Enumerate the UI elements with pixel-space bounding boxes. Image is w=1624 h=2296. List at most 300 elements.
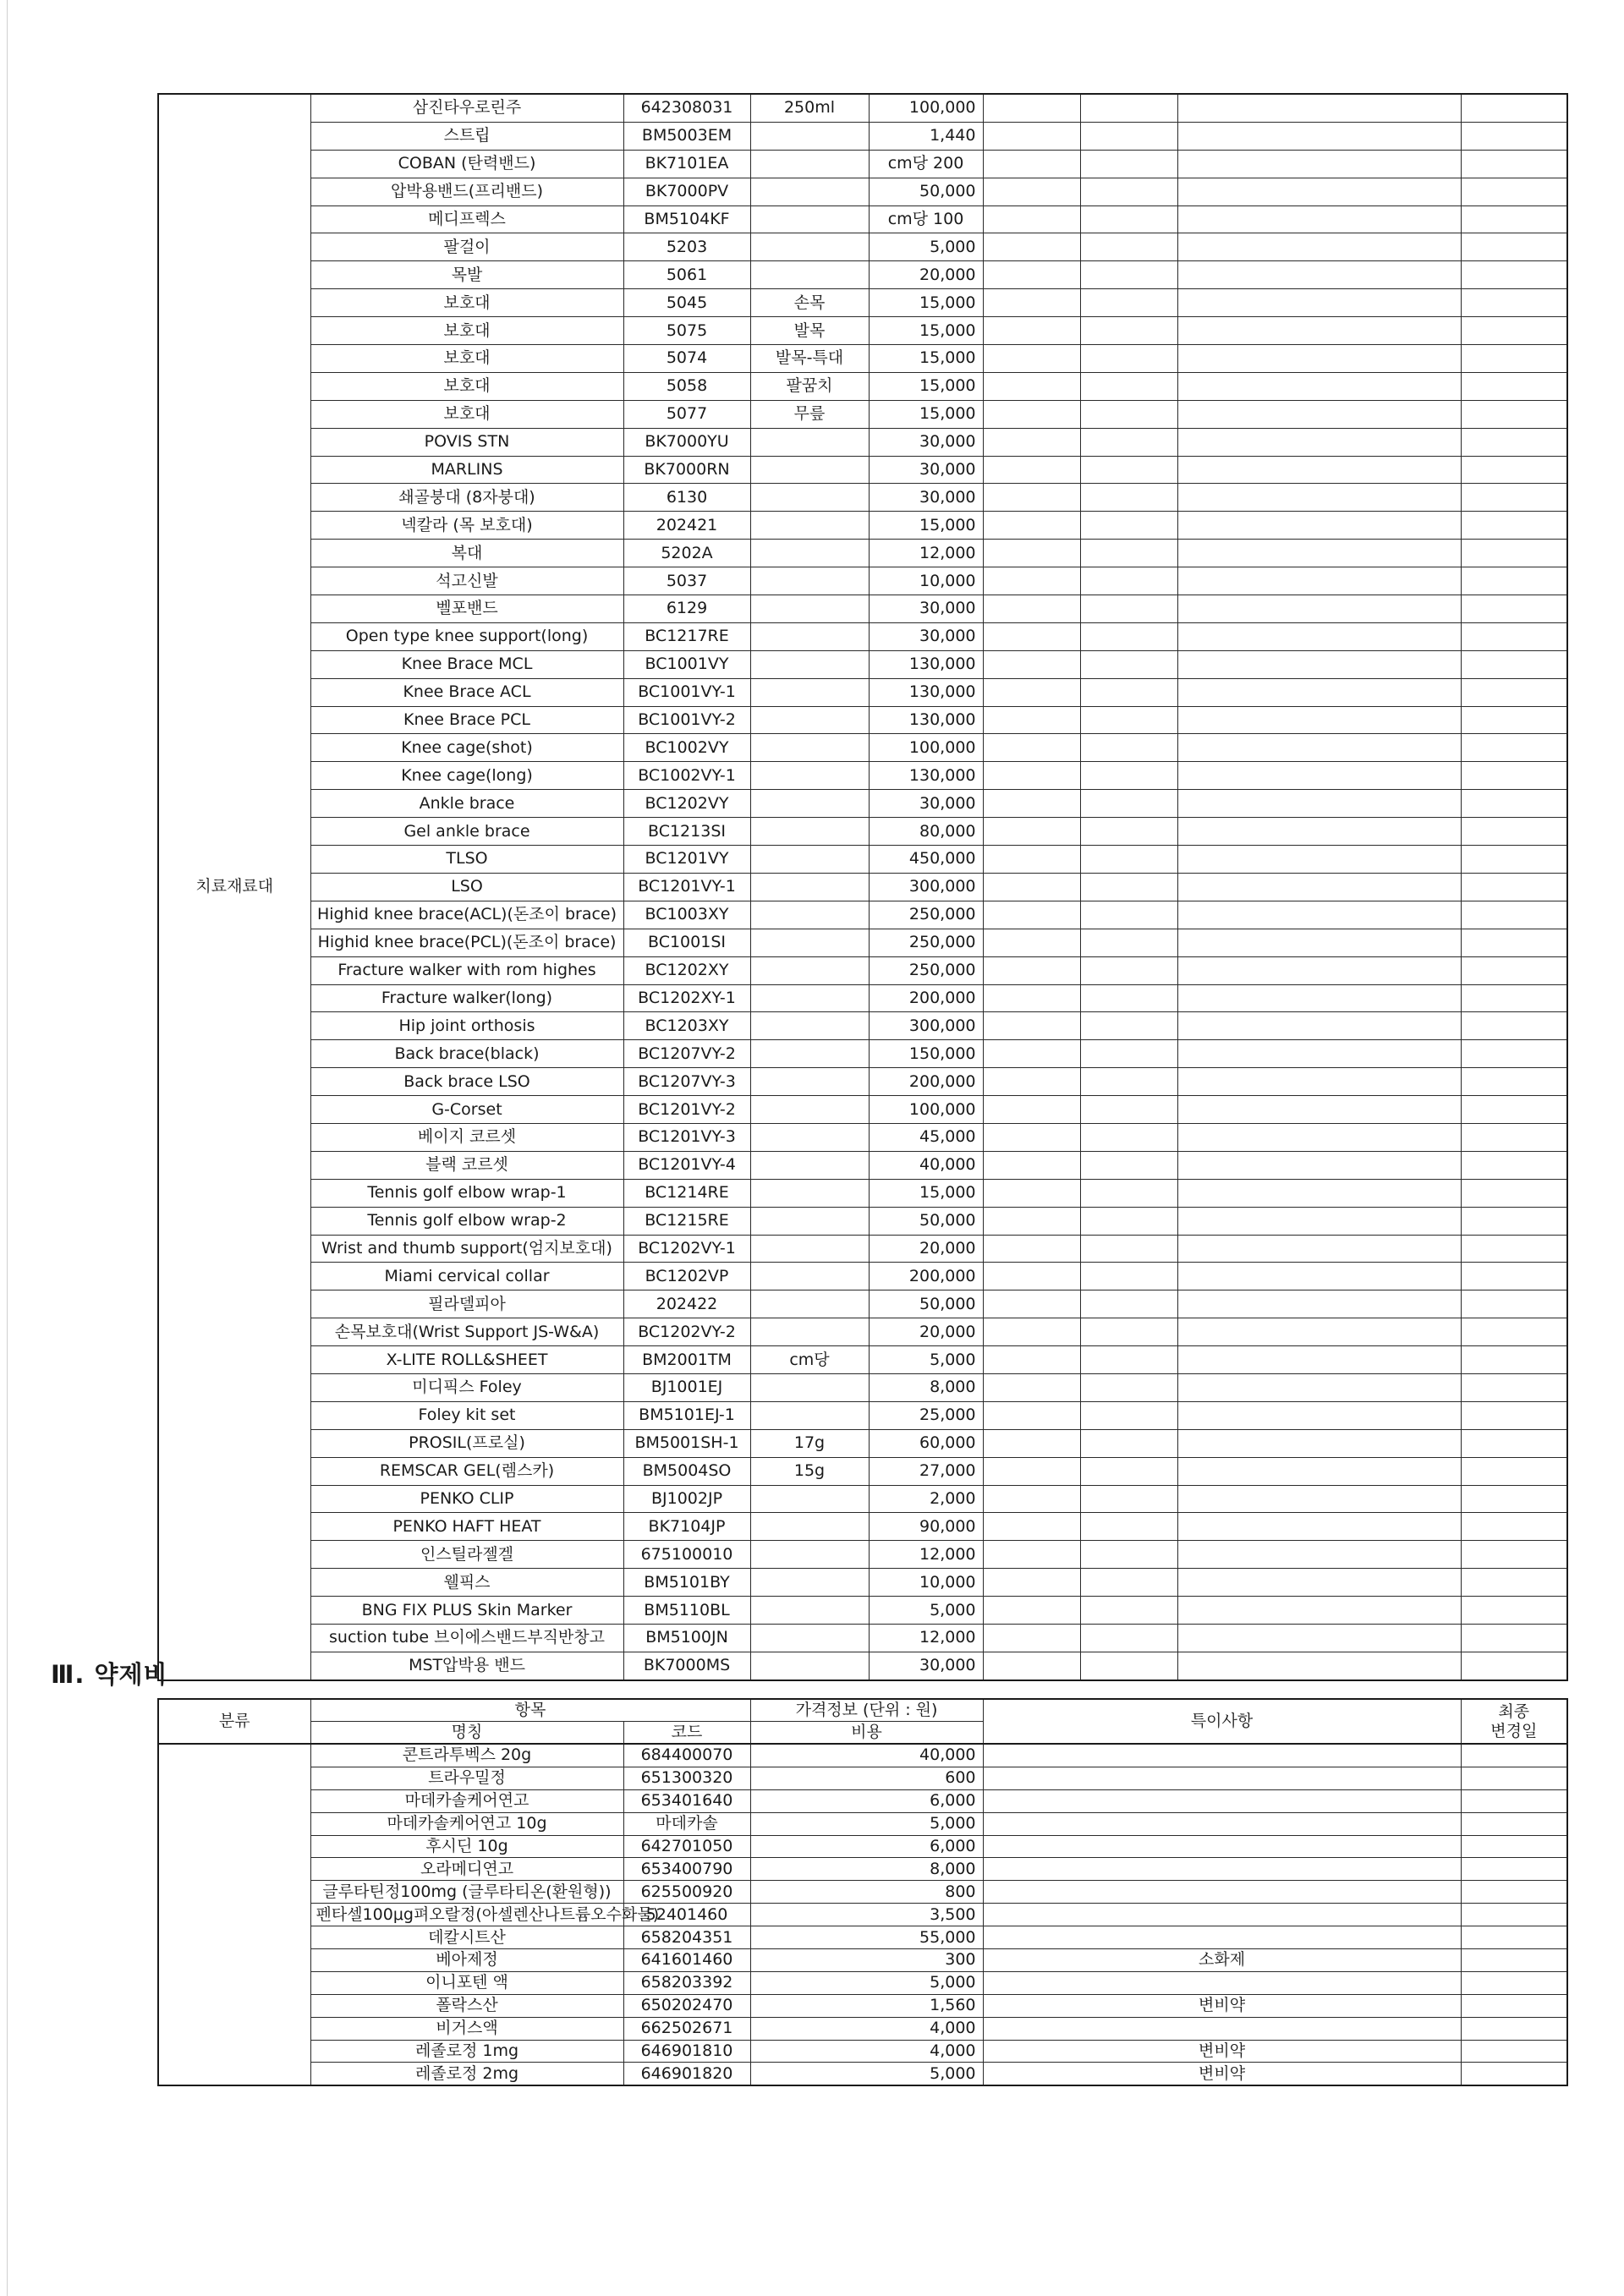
item-code: BC1201VY-3	[623, 1123, 750, 1151]
item-code: BC1217RE	[623, 622, 750, 650]
empty-cell	[1080, 818, 1177, 846]
section-heading: Ⅲ. 약제비	[51, 1660, 168, 1689]
empty-cell	[983, 1541, 1080, 1569]
empty-cell	[1461, 1949, 1567, 1972]
empty-cell	[1080, 261, 1177, 289]
drug-code: 653400790	[623, 1858, 750, 1881]
item-unit	[750, 1597, 869, 1625]
table-row	[158, 1318, 1567, 1346]
empty-cell	[1461, 1401, 1567, 1429]
empty-cell	[1461, 372, 1567, 400]
empty-cell	[1461, 1318, 1567, 1346]
item-code: BK7104JP	[623, 1513, 750, 1541]
empty-cell	[1461, 762, 1567, 790]
drug-cost: 5,000	[750, 1812, 983, 1835]
item-price: 2,000	[869, 1485, 983, 1513]
empty-cell	[983, 622, 1080, 650]
table-row	[158, 289, 1567, 317]
empty-cell	[1080, 790, 1177, 818]
drug-name: 트라우밀정	[310, 1767, 623, 1789]
table-row	[158, 1179, 1567, 1207]
table-row	[158, 650, 1567, 678]
item-name: MST압박용 밴드	[310, 1652, 623, 1680]
table-row	[158, 1652, 1567, 1680]
item-name: 메디프렉스	[310, 205, 623, 233]
item-price: 10,000	[869, 1569, 983, 1597]
item-price: 30,000	[869, 622, 983, 650]
item-code: BC1002VY-1	[623, 762, 750, 790]
item-code: BC1214RE	[623, 1179, 750, 1207]
empty-cell	[1461, 846, 1567, 874]
drug-cost: 6,000	[750, 1835, 983, 1858]
empty-cell	[1080, 1318, 1177, 1346]
item-name: COBAN (탄력밴드)	[310, 150, 623, 178]
drug-name: 오라메디연고	[310, 1858, 623, 1881]
table-row	[158, 873, 1567, 901]
item-price: 40,000	[869, 1151, 983, 1179]
empty-cell	[1177, 345, 1461, 373]
empty-cell	[1080, 846, 1177, 874]
table-row	[158, 1373, 1567, 1401]
empty-cell	[983, 1290, 1080, 1318]
empty-cell	[1461, 512, 1567, 540]
item-code: BC1202VY-1	[623, 1235, 750, 1263]
table-row	[158, 734, 1567, 762]
empty-cell	[1177, 1513, 1461, 1541]
item-code: BK7000MS	[623, 1652, 750, 1680]
item-price: 250,000	[869, 901, 983, 929]
item-name: 베이지 코르셋	[310, 1123, 623, 1151]
drug-note	[983, 1767, 1461, 1789]
empty-cell	[1177, 818, 1461, 846]
item-code: BJ1001EJ	[623, 1373, 750, 1401]
empty-cell	[983, 873, 1080, 901]
item-price: 300,000	[869, 873, 983, 901]
item-name: 보호대	[310, 345, 623, 373]
category-cell	[158, 1744, 310, 2085]
empty-cell	[983, 540, 1080, 567]
empty-cell	[1461, 1597, 1567, 1625]
item-name: Fracture walker with rom highes	[310, 956, 623, 984]
item-code: BC1001SI	[623, 929, 750, 956]
table-row	[158, 595, 1567, 623]
item-price: 250,000	[869, 956, 983, 984]
item-code: BM5001SH-1	[623, 1429, 750, 1457]
item-code: BC1201VY-1	[623, 873, 750, 901]
item-name: G-Corset	[310, 1096, 623, 1124]
empty-cell	[983, 1373, 1080, 1401]
empty-cell	[983, 1401, 1080, 1429]
empty-cell	[1461, 484, 1567, 512]
table-row	[158, 484, 1567, 512]
empty-cell	[983, 1263, 1080, 1290]
drug-code: 662502671	[623, 2017, 750, 2040]
item-code: BC1002VY	[623, 734, 750, 762]
item-unit	[750, 1123, 869, 1151]
empty-cell	[1461, 678, 1567, 706]
table-row	[158, 400, 1567, 428]
drug-name: 비거스액	[310, 2017, 623, 2040]
empty-cell	[1177, 1541, 1461, 1569]
empty-cell	[1080, 1151, 1177, 1179]
item-price: 15,000	[869, 317, 983, 345]
empty-cell	[1080, 650, 1177, 678]
item-name: 팔걸이	[310, 233, 623, 261]
empty-cell	[1461, 1207, 1567, 1235]
item-unit	[750, 1263, 869, 1290]
empty-cell	[1177, 929, 1461, 956]
empty-cell	[983, 456, 1080, 484]
table-row	[158, 1994, 1567, 2017]
drug-cost: 5,000	[750, 1971, 983, 1994]
empty-cell	[1461, 345, 1567, 373]
item-name: Tennis golf elbow wrap-1	[310, 1179, 623, 1207]
table-row	[158, 1926, 1567, 1949]
table-row	[158, 1835, 1567, 1858]
table-row	[158, 372, 1567, 400]
drug-code: 625500920	[623, 1881, 750, 1904]
drug-note	[983, 1744, 1461, 1767]
item-unit: 250ml	[750, 94, 869, 122]
item-name: PENKO HAFT HEAT	[310, 1513, 623, 1541]
item-name: 삼진타우로린주	[310, 94, 623, 122]
item-name: Knee Brace MCL	[310, 650, 623, 678]
table-row	[158, 678, 1567, 706]
empty-cell	[983, 317, 1080, 345]
empty-cell	[1177, 873, 1461, 901]
item-unit	[750, 790, 869, 818]
item-name: 필라델피아	[310, 1290, 623, 1318]
empty-cell	[983, 150, 1080, 178]
empty-cell	[1080, 622, 1177, 650]
empty-cell	[1177, 622, 1461, 650]
item-price: 300,000	[869, 1012, 983, 1040]
empty-cell	[1177, 1235, 1461, 1263]
item-price: 30,000	[869, 428, 983, 456]
empty-cell	[983, 1151, 1080, 1179]
item-code: BC1207VY-2	[623, 1040, 750, 1068]
item-price: 10,000	[869, 567, 983, 595]
empty-cell	[1080, 205, 1177, 233]
item-code: BM5104KF	[623, 205, 750, 233]
table-row	[158, 2017, 1567, 2040]
table-row	[158, 956, 1567, 984]
table-row	[158, 1290, 1567, 1318]
empty-cell	[1080, 1123, 1177, 1151]
empty-cell	[1461, 1123, 1567, 1151]
item-name: Knee Brace ACL	[310, 678, 623, 706]
empty-cell	[983, 400, 1080, 428]
empty-cell	[1461, 1541, 1567, 1569]
empty-cell	[1080, 400, 1177, 428]
empty-cell	[1461, 1624, 1567, 1652]
table-row	[158, 1881, 1567, 1904]
empty-cell	[983, 94, 1080, 122]
empty-cell	[983, 205, 1080, 233]
item-name: PENKO CLIP	[310, 1485, 623, 1513]
empty-cell	[1177, 678, 1461, 706]
item-name: 블랙 코르셋	[310, 1151, 623, 1179]
empty-cell	[1177, 1373, 1461, 1401]
drug-name: 마데카솔케어연고	[310, 1789, 623, 1812]
empty-cell	[983, 1597, 1080, 1625]
drug-code: 641601460	[623, 1949, 750, 1972]
item-unit	[750, 1569, 869, 1597]
table-row	[158, 762, 1567, 790]
item-code: BC1201VY-4	[623, 1151, 750, 1179]
empty-cell	[1080, 345, 1177, 373]
empty-cell	[1461, 956, 1567, 984]
empty-cell	[983, 233, 1080, 261]
item-price: 15,000	[869, 289, 983, 317]
item-price: 30,000	[869, 456, 983, 484]
empty-cell	[1177, 706, 1461, 734]
drug-note: 변비약	[983, 2040, 1461, 2063]
empty-cell	[1461, 1373, 1567, 1401]
empty-cell	[1461, 1068, 1567, 1096]
page-edge-line	[7, 0, 8, 2296]
item-unit	[750, 1373, 869, 1401]
item-price: 200,000	[869, 1263, 983, 1290]
empty-cell	[983, 428, 1080, 456]
drug-cost: 600	[750, 1767, 983, 1789]
drug-name: 폴락스산	[310, 1994, 623, 2017]
empty-cell	[1177, 150, 1461, 178]
empty-cell	[1461, 400, 1567, 428]
item-unit	[750, 567, 869, 595]
item-name: 보호대	[310, 317, 623, 345]
drug-code: 650202470	[623, 1994, 750, 2017]
empty-cell	[1177, 1123, 1461, 1151]
empty-cell	[1080, 873, 1177, 901]
supplies-table	[157, 93, 1568, 1681]
drug-cost: 55,000	[750, 1926, 983, 1949]
item-price: 12,000	[869, 1624, 983, 1652]
drug-code: 658203392	[623, 1971, 750, 1994]
item-price: 15,000	[869, 1179, 983, 1207]
item-name: Back brace LSO	[310, 1068, 623, 1096]
drug-code: 653401640	[623, 1789, 750, 1812]
empty-cell	[983, 1012, 1080, 1040]
item-name: Open type knee support(long)	[310, 622, 623, 650]
item-name: Knee cage(long)	[310, 762, 623, 790]
item-price: 130,000	[869, 706, 983, 734]
item-price: 27,000	[869, 1457, 983, 1485]
item-price: 130,000	[869, 762, 983, 790]
empty-cell	[1080, 1207, 1177, 1235]
table-row	[158, 512, 1567, 540]
item-code: BK7000PV	[623, 178, 750, 205]
drug-code: 646901820	[623, 2063, 750, 2085]
empty-cell	[1177, 1068, 1461, 1096]
empty-cell	[1080, 289, 1177, 317]
empty-cell	[1461, 984, 1567, 1012]
item-price: 130,000	[869, 678, 983, 706]
table-row	[158, 790, 1567, 818]
item-price: 20,000	[869, 1318, 983, 1346]
header-last-changed-line2: 변경일	[1490, 1721, 1538, 1740]
item-unit	[750, 1012, 869, 1040]
empty-cell	[1080, 1040, 1177, 1068]
item-unit	[750, 1624, 869, 1652]
empty-cell	[1080, 1401, 1177, 1429]
drug-cost: 1,560	[750, 1994, 983, 2017]
empty-cell	[983, 818, 1080, 846]
empty-cell	[1177, 484, 1461, 512]
item-unit	[750, 1235, 869, 1263]
empty-cell	[1080, 901, 1177, 929]
empty-cell	[1461, 1652, 1567, 1680]
empty-cell	[1461, 901, 1567, 929]
empty-cell	[1177, 540, 1461, 567]
empty-cell	[1080, 1624, 1177, 1652]
table-row	[158, 818, 1567, 846]
item-unit	[750, 205, 869, 233]
table-row	[158, 929, 1567, 956]
item-code: BM5100JN	[623, 1624, 750, 1652]
item-code: 5075	[623, 317, 750, 345]
empty-cell	[1080, 1012, 1177, 1040]
item-price: 15,000	[869, 400, 983, 428]
empty-cell	[1461, 1812, 1567, 1835]
item-code: BJ1002JP	[623, 1485, 750, 1513]
table-row	[158, 1904, 1567, 1926]
empty-cell	[983, 1569, 1080, 1597]
item-unit	[750, 1318, 869, 1346]
empty-cell	[1177, 1151, 1461, 1179]
drug-note	[983, 1926, 1461, 1949]
drug-cost: 5,000	[750, 2063, 983, 2085]
empty-cell	[983, 790, 1080, 818]
item-code: BK7000YU	[623, 428, 750, 456]
item-name: Back brace(black)	[310, 1040, 623, 1068]
item-code: 5203	[623, 233, 750, 261]
item-unit	[750, 1513, 869, 1541]
drug-cost: 300	[750, 1949, 983, 1972]
item-unit	[750, 622, 869, 650]
item-code: 5058	[623, 372, 750, 400]
empty-cell	[983, 512, 1080, 540]
empty-cell	[983, 178, 1080, 205]
table-row	[158, 1401, 1567, 1429]
item-unit	[750, 1151, 869, 1179]
empty-cell	[1080, 595, 1177, 623]
item-code: BC1202XY	[623, 956, 750, 984]
drug-code: 684400070	[623, 1744, 750, 1767]
item-name: 넥칼라 (목 보호대)	[310, 512, 623, 540]
table-row	[158, 1569, 1567, 1597]
empty-cell	[1080, 706, 1177, 734]
table-row	[158, 984, 1567, 1012]
item-unit	[750, 428, 869, 456]
item-code: BC1202VP	[623, 1263, 750, 1290]
item-code: BC1001VY-2	[623, 706, 750, 734]
empty-cell	[1177, 1096, 1461, 1124]
drug-cost: 800	[750, 1881, 983, 1904]
drug-name: 이니포텐 액	[310, 1971, 623, 1994]
item-unit	[750, 484, 869, 512]
drug-note	[983, 1971, 1461, 1994]
item-name: Knee Brace PCL	[310, 706, 623, 734]
item-name: 스트립	[310, 122, 623, 150]
empty-cell	[1177, 790, 1461, 818]
empty-cell	[983, 1485, 1080, 1513]
item-code: BC1207VY-3	[623, 1068, 750, 1096]
empty-cell	[983, 595, 1080, 623]
item-price: cm당 100	[869, 205, 983, 233]
drug-code: 642701050	[623, 1835, 750, 1858]
empty-cell	[1177, 428, 1461, 456]
item-name: 미디픽스 Foley	[310, 1373, 623, 1401]
empty-cell	[1461, 1151, 1567, 1179]
table-row	[158, 2063, 1567, 2085]
empty-cell	[983, 929, 1080, 956]
table-row	[158, 1096, 1567, 1124]
table-row	[158, 94, 1567, 122]
empty-cell	[1461, 1485, 1567, 1513]
empty-cell	[1080, 317, 1177, 345]
empty-cell	[983, 678, 1080, 706]
table-row	[158, 901, 1567, 929]
empty-cell	[1080, 1597, 1177, 1625]
empty-cell	[1080, 929, 1177, 956]
table-row	[158, 1485, 1567, 1513]
item-code: BM5110BL	[623, 1597, 750, 1625]
table-row	[158, 456, 1567, 484]
empty-cell	[1177, 1263, 1461, 1290]
empty-cell	[1461, 428, 1567, 456]
empty-cell	[983, 1040, 1080, 1068]
table-row	[158, 1040, 1567, 1068]
item-code: BM5004SO	[623, 1457, 750, 1485]
item-name: Tennis golf elbow wrap-2	[310, 1207, 623, 1235]
empty-cell	[983, 734, 1080, 762]
item-price: 100,000	[869, 734, 983, 762]
item-unit	[750, 956, 869, 984]
item-name: LSO	[310, 873, 623, 901]
empty-cell	[1177, 122, 1461, 150]
empty-cell	[1177, 233, 1461, 261]
table-row	[158, 205, 1567, 233]
item-code: 5045	[623, 289, 750, 317]
drug-code: 마데카솔	[623, 1812, 750, 1835]
item-code: BK7101EA	[623, 150, 750, 178]
empty-cell	[1461, 317, 1567, 345]
item-code: BC1201VY	[623, 846, 750, 874]
item-code: BC1203XY	[623, 1012, 750, 1040]
empty-cell	[1461, 873, 1567, 901]
empty-cell	[1461, 1767, 1567, 1789]
item-price: 50,000	[869, 178, 983, 205]
empty-cell	[1461, 1858, 1567, 1881]
item-unit: 발목-특대	[750, 345, 869, 373]
item-name: Wrist and thumb support(엄지보호대)	[310, 1235, 623, 1263]
item-name: POVIS STN	[310, 428, 623, 456]
empty-cell	[1080, 94, 1177, 122]
empty-cell	[983, 706, 1080, 734]
item-name: Fracture walker(long)	[310, 984, 623, 1012]
empty-cell	[1080, 178, 1177, 205]
item-unit	[750, 929, 869, 956]
empty-cell	[1177, 1207, 1461, 1235]
empty-cell	[1177, 595, 1461, 623]
item-price: 45,000	[869, 1123, 983, 1151]
header-price-info: 가격정보 (단위 : 원)	[750, 1699, 983, 1722]
item-code: BC1202XY-1	[623, 984, 750, 1012]
drug-note	[983, 1835, 1461, 1858]
item-unit	[750, 1541, 869, 1569]
item-name: Ankle brace	[310, 790, 623, 818]
